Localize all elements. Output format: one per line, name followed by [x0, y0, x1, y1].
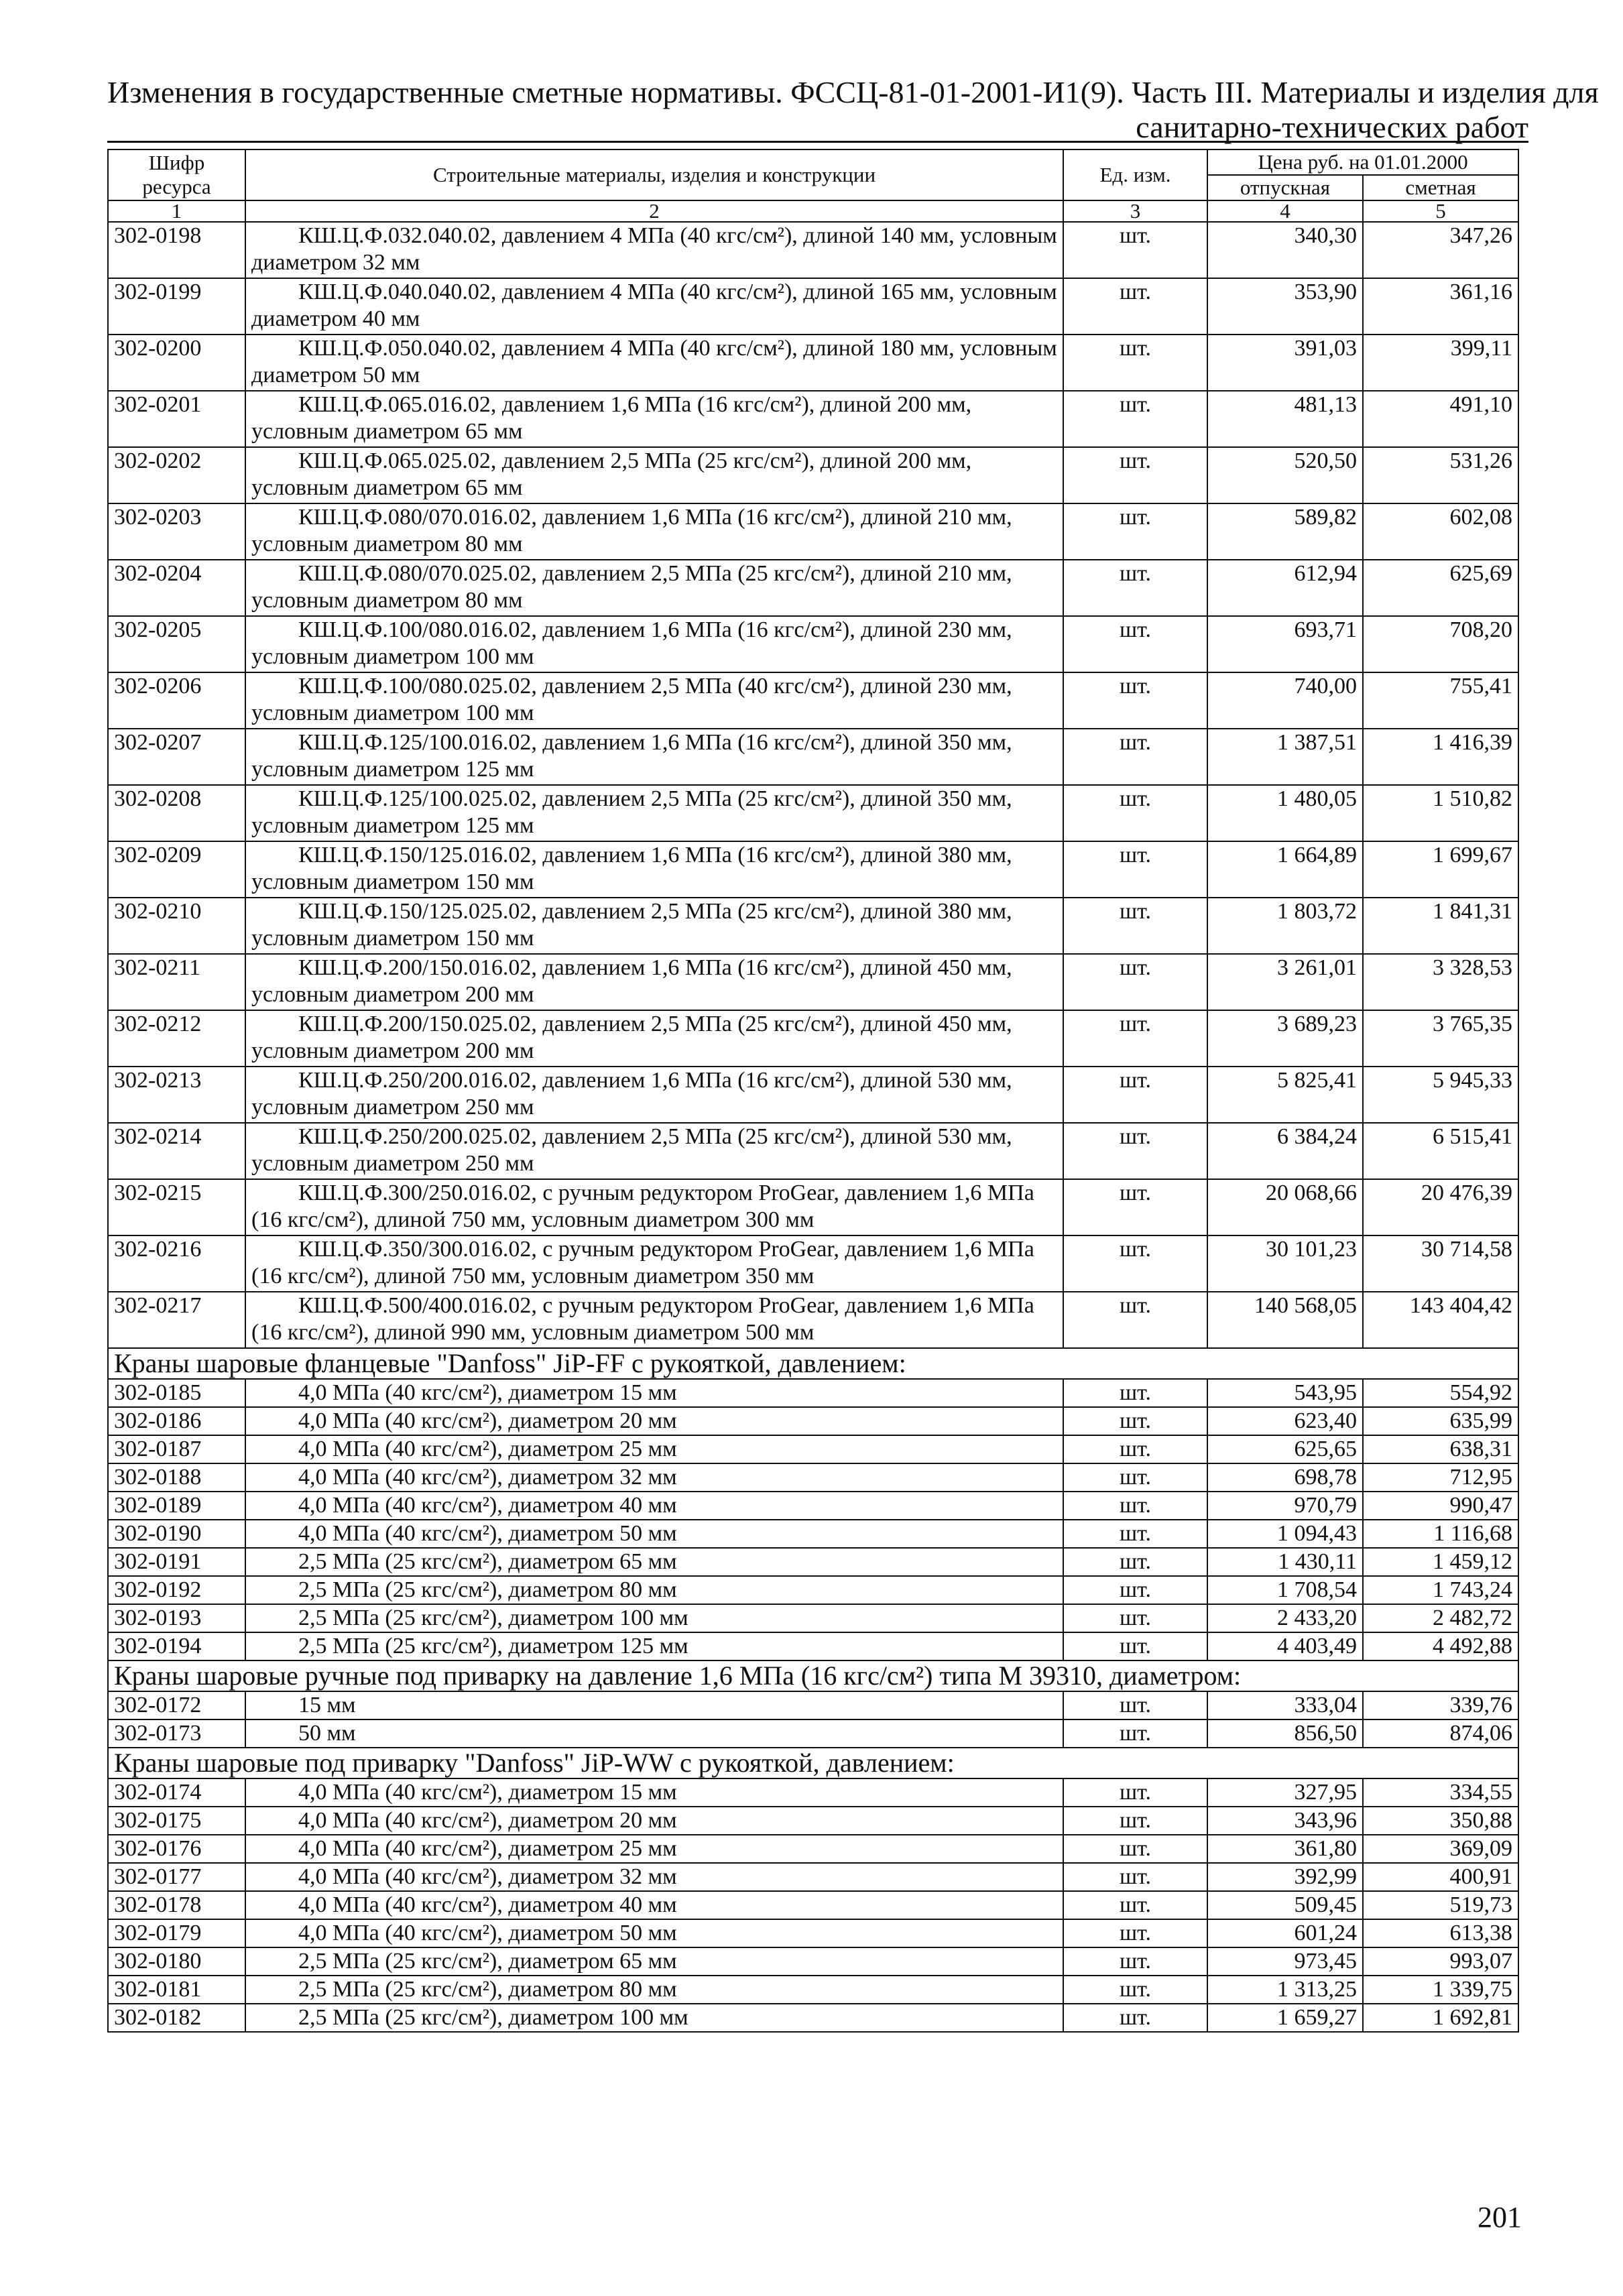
price-estimate: 1 699,67	[1363, 841, 1518, 898]
table-row	[108, 1067, 1518, 1123]
material-name: 4,0 МПа (40 кгс/см²), диаметром 40 мм	[245, 1891, 1063, 1919]
resource-code: 302-0192	[108, 1576, 245, 1604]
unit: шт.	[1063, 1379, 1207, 1407]
price-release: 3 689,23	[1207, 1010, 1363, 1067]
price-estimate: 602,08	[1363, 503, 1518, 560]
material-name	[245, 391, 1063, 447]
price-release: 392,99	[1207, 1863, 1363, 1891]
unit: шт.	[1063, 954, 1207, 1010]
price-release: 353,90	[1207, 278, 1363, 335]
price-release: 509,45	[1207, 1891, 1363, 1919]
price-table	[107, 149, 1519, 2033]
price-estimate: 2 482,72	[1363, 1604, 1518, 1632]
header-line-1: Изменения в государственные сметные нормативы. ФССЦ-81-01-2001-И1(9). Часть III. Материалы и изделия для	[107, 75, 1599, 109]
price-release: 6 384,24	[1207, 1123, 1363, 1179]
price-release: 543,95	[1207, 1379, 1363, 1407]
unit: шт.	[1063, 616, 1207, 672]
price-estimate: 625,69	[1363, 560, 1518, 616]
table-row	[108, 1778, 1518, 1807]
unit: шт.	[1063, 1632, 1207, 1660]
material-name: 2,5 МПа (25 кгс/см²), диаметром 100 мм	[245, 2004, 1063, 2032]
col-header-price-estimate: сметная	[1363, 175, 1518, 200]
resource-code: 302-0180	[108, 1947, 245, 1976]
table-row	[108, 1576, 1518, 1604]
unit: шт.	[1063, 1891, 1207, 1919]
resource-code: 302-0190	[108, 1520, 245, 1548]
col-number-4: 4	[1207, 200, 1363, 222]
page-number: 201	[1478, 2201, 1522, 2234]
price-estimate: 369,09	[1363, 1835, 1518, 1863]
price-estimate: 1 459,12	[1363, 1548, 1518, 1576]
table-row	[108, 1691, 1518, 1719]
price-estimate: 5 945,33	[1363, 1067, 1518, 1123]
resource-code: 302-0202	[108, 447, 245, 503]
material-name-text: КШ.Ц.Ф.125/100.016.02, давлением 1,6 МПа (16 кгс/см²), длиной 350 мм, условным диаметром 125 мм	[251, 730, 1012, 782]
material-name	[245, 447, 1063, 503]
material-name: 4,0 МПа (40 кгс/см²), диаметром 20 мм	[245, 1407, 1063, 1435]
material-name	[245, 1010, 1063, 1067]
material-name-text: КШ.Ц.Ф.200/150.016.02, давлением 1,6 МПа (16 кгс/см²), длиной 450 мм, условным диаметром 200 мм	[251, 955, 1012, 1007]
price-release: 1 659,27	[1207, 2004, 1363, 2032]
unit: шт.	[1063, 1778, 1207, 1807]
price-estimate: 20 476,39	[1363, 1179, 1518, 1235]
price-release: 361,80	[1207, 1835, 1363, 1863]
unit: шт.	[1063, 1604, 1207, 1632]
unit: шт.	[1063, 1919, 1207, 1947]
price-estimate: 554,92	[1363, 1379, 1518, 1407]
material-name: 2,5 МПа (25 кгс/см²), диаметром 65 мм	[245, 1548, 1063, 1576]
material-name	[245, 841, 1063, 898]
section-header-row	[108, 1748, 1518, 1778]
material-name-text: КШ.Ц.Ф.150/125.016.02, давлением 1,6 МПа (16 кгс/см²), длиной 380 мм, условным диаметром 150 мм	[251, 843, 1012, 894]
price-release: 1 430,11	[1207, 1548, 1363, 1576]
material-name	[245, 672, 1063, 729]
price-release: 1 480,05	[1207, 785, 1363, 841]
unit: шт.	[1063, 391, 1207, 447]
table-row	[108, 1604, 1518, 1632]
unit: шт.	[1063, 841, 1207, 898]
price-release: 1 387,51	[1207, 729, 1363, 785]
price-release: 612,94	[1207, 560, 1363, 616]
material-name-text: КШ.Ц.Ф.032.040.02, давлением 4 МПа (40 кгс/см²), длиной 140 мм, условным диаметром 32 мм	[251, 223, 1057, 275]
resource-code: 302-0198	[108, 222, 245, 278]
resource-code: 302-0173	[108, 1719, 245, 1748]
resource-code: 302-0186	[108, 1407, 245, 1435]
table-row	[108, 222, 1518, 278]
section-title: Краны шаровые под приварку "Danfoss" JiP-WW с рукояткой, давлением:	[108, 1748, 1518, 1778]
material-name: 4,0 МПа (40 кгс/см²), диаметром 50 мм	[245, 1520, 1063, 1548]
resource-code: 302-0188	[108, 1463, 245, 1492]
price-estimate: 3 765,35	[1363, 1010, 1518, 1067]
price-release: 1 664,89	[1207, 841, 1363, 898]
resource-code: 302-0176	[108, 1835, 245, 1863]
material-name	[245, 1292, 1063, 1348]
resource-code: 302-0187	[108, 1435, 245, 1463]
price-release: 856,50	[1207, 1719, 1363, 1748]
resource-code: 302-0181	[108, 1976, 245, 2004]
table-row	[108, 1292, 1518, 1348]
price-estimate: 491,10	[1363, 391, 1518, 447]
price-release: 3 261,01	[1207, 954, 1363, 1010]
unit: шт.	[1063, 1835, 1207, 1863]
unit: шт.	[1063, 1435, 1207, 1463]
material-name: 4,0 МПа (40 кгс/см²), диаметром 50 мм	[245, 1919, 1063, 1947]
material-name	[245, 954, 1063, 1010]
unit: шт.	[1063, 1576, 1207, 1604]
resource-code: 302-0191	[108, 1548, 245, 1576]
resource-code: 302-0207	[108, 729, 245, 785]
unit: шт.	[1063, 1807, 1207, 1835]
price-release: 1 708,54	[1207, 1576, 1363, 1604]
price-release: 30 101,23	[1207, 1235, 1363, 1292]
unit: шт.	[1063, 447, 1207, 503]
table-row	[108, 841, 1518, 898]
unit: шт.	[1063, 335, 1207, 391]
price-estimate: 990,47	[1363, 1492, 1518, 1520]
table-row	[108, 1179, 1518, 1235]
table-row	[108, 1548, 1518, 1576]
material-name	[245, 278, 1063, 335]
section-header-row	[108, 1348, 1518, 1379]
price-release: 140 568,05	[1207, 1292, 1363, 1348]
unit: шт.	[1063, 785, 1207, 841]
price-release: 4 403,49	[1207, 1632, 1363, 1660]
resource-code: 302-0179	[108, 1919, 245, 1947]
price-estimate: 143 404,42	[1363, 1292, 1518, 1348]
material-name-text: КШ.Ц.Ф.050.040.02, давлением 4 МПа (40 кгс/см²), длиной 180 мм, условным диаметром 50 мм	[251, 336, 1057, 387]
section-title: Краны шаровые фланцевые "Danfoss" JiP-FF с рукояткой, давлением:	[108, 1348, 1518, 1379]
unit: шт.	[1063, 1520, 1207, 1548]
unit: шт.	[1063, 1691, 1207, 1719]
table-body	[108, 222, 1518, 2032]
unit: шт.	[1063, 672, 1207, 729]
price-estimate: 531,26	[1363, 447, 1518, 503]
unit: шт.	[1063, 503, 1207, 560]
price-release: 970,79	[1207, 1492, 1363, 1520]
unit: шт.	[1063, 898, 1207, 954]
material-name	[245, 898, 1063, 954]
material-name: 4,0 МПа (40 кгс/см²), диаметром 40 мм	[245, 1492, 1063, 1520]
material-name: 4,0 МПа (40 кгс/см²), диаметром 15 мм	[245, 1778, 1063, 1807]
col-header-unit: Ед. изм.	[1063, 149, 1207, 200]
resource-code: 302-0193	[108, 1604, 245, 1632]
table-row	[108, 1947, 1518, 1976]
table-row	[108, 391, 1518, 447]
price-estimate: 638,31	[1363, 1435, 1518, 1463]
material-name	[245, 1235, 1063, 1292]
material-name: 4,0 МПа (40 кгс/см²), диаметром 25 мм	[245, 1835, 1063, 1863]
table-row	[108, 1435, 1518, 1463]
table-row	[108, 1463, 1518, 1492]
col-number-3: 3	[1063, 200, 1207, 222]
table-row	[108, 447, 1518, 503]
price-release: 698,78	[1207, 1463, 1363, 1492]
page-header	[107, 75, 1599, 145]
price-estimate: 3 328,53	[1363, 954, 1518, 1010]
price-estimate: 347,26	[1363, 222, 1518, 278]
section-header-row	[108, 1660, 1518, 1691]
resource-code: 302-0217	[108, 1292, 245, 1348]
price-estimate: 1 841,31	[1363, 898, 1518, 954]
table-row	[108, 1863, 1518, 1891]
price-release: 5 825,41	[1207, 1067, 1363, 1123]
table-row	[108, 785, 1518, 841]
price-estimate: 6 515,41	[1363, 1123, 1518, 1179]
material-name-text: КШ.Ц.Ф.080/070.025.02, давлением 2,5 МПа (25 кгс/см²), длиной 210 мм, условным диаметром 80 мм	[251, 561, 1012, 613]
col-header-code: Шифр ресурса	[108, 149, 245, 200]
unit: шт.	[1063, 1179, 1207, 1235]
price-estimate: 4 492,88	[1363, 1632, 1518, 1660]
material-name-text: КШ.Ц.Ф.100/080.025.02, давлением 2,5 МПа (40 кгс/см²), длиной 230 мм, условным диаметром 100 мм	[251, 674, 1012, 725]
table-row	[108, 503, 1518, 560]
unit: шт.	[1063, 1292, 1207, 1348]
material-name	[245, 1067, 1063, 1123]
resource-code: 302-0208	[108, 785, 245, 841]
resource-code: 302-0175	[108, 1807, 245, 1835]
price-estimate: 519,73	[1363, 1891, 1518, 1919]
table-row	[108, 616, 1518, 672]
material-name: 4,0 МПа (40 кгс/см²), диаметром 32 мм	[245, 1463, 1063, 1492]
material-name: 4,0 МПа (40 кгс/см²), диаметром 32 мм	[245, 1863, 1063, 1891]
price-estimate: 334,55	[1363, 1778, 1518, 1807]
header-line-2: санитарно-технических работ	[1136, 110, 1528, 144]
resource-code: 302-0209	[108, 841, 245, 898]
table-row	[108, 1407, 1518, 1435]
table-row	[108, 1632, 1518, 1660]
table-row	[108, 1379, 1518, 1407]
table-row	[108, 954, 1518, 1010]
unit: шт.	[1063, 1492, 1207, 1520]
material-name	[245, 616, 1063, 672]
price-estimate: 613,38	[1363, 1919, 1518, 1947]
material-name-text: КШ.Ц.Ф.350/300.016.02, с ручным редуктором ProGear, давлением 1,6 МПа (16 кгс/см²), длиной 750 мм, условным диаметром 350 мм	[251, 1237, 1034, 1288]
resource-code: 302-0185	[108, 1379, 245, 1407]
material-name	[245, 1179, 1063, 1235]
price-estimate: 399,11	[1363, 335, 1518, 391]
resource-code: 302-0211	[108, 954, 245, 1010]
price-release: 1 313,25	[1207, 1976, 1363, 2004]
price-release: 1 803,72	[1207, 898, 1363, 954]
material-name: 15 мм	[245, 1691, 1063, 1719]
material-name-text: КШ.Ц.Ф.065.016.02, давлением 1,6 МПа (16 кгс/см²), длиной 200 мм, условным диаметром 65 мм	[251, 392, 972, 444]
unit: шт.	[1063, 222, 1207, 278]
material-name-text: КШ.Ц.Ф.040.040.02, давлением 4 МПа (40 кгс/см²), длиной 165 мм, условным диаметром 40 мм	[251, 280, 1057, 331]
price-estimate: 1 339,75	[1363, 1976, 1518, 2004]
table-row	[108, 672, 1518, 729]
unit: шт.	[1063, 1010, 1207, 1067]
price-release: 623,40	[1207, 1407, 1363, 1435]
material-name: 2,5 МПа (25 кгс/см²), диаметром 125 мм	[245, 1632, 1063, 1660]
unit: шт.	[1063, 1067, 1207, 1123]
material-name	[245, 560, 1063, 616]
material-name: 4,0 МПа (40 кгс/см²), диаметром 25 мм	[245, 1435, 1063, 1463]
resource-code: 302-0210	[108, 898, 245, 954]
material-name-text: КШ.Ц.Ф.250/200.016.02, давлением 1,6 МПа (16 кгс/см²), длиной 530 мм, условным диаметром 250 мм	[251, 1068, 1012, 1120]
price-release: 601,24	[1207, 1919, 1363, 1947]
price-estimate: 993,07	[1363, 1947, 1518, 1976]
unit: шт.	[1063, 1976, 1207, 2004]
table-row	[108, 1235, 1518, 1292]
unit: шт.	[1063, 278, 1207, 335]
price-release: 343,96	[1207, 1807, 1363, 1835]
resource-code: 302-0216	[108, 1235, 245, 1292]
table-row	[108, 1123, 1518, 1179]
price-estimate: 708,20	[1363, 616, 1518, 672]
col-header-name: Строительные материалы, изделия и конструкции	[245, 149, 1063, 200]
col-number-1: 1	[108, 200, 245, 222]
price-estimate: 1 692,81	[1363, 2004, 1518, 2032]
material-name: 4,0 МПа (40 кгс/см²), диаметром 15 мм	[245, 1379, 1063, 1407]
material-name	[245, 1123, 1063, 1179]
resource-code: 302-0194	[108, 1632, 245, 1660]
table-row	[108, 898, 1518, 954]
material-name-text: КШ.Ц.Ф.125/100.025.02, давлением 2,5 МПа (25 кгс/см²), длиной 350 мм, условным диаметром 125 мм	[251, 786, 1012, 838]
material-name-text: КШ.Ц.Ф.065.025.02, давлением 2,5 МПа (25 кгс/см²), длиной 200 мм, условным диаметром 65 мм	[251, 448, 972, 500]
table-row	[108, 560, 1518, 616]
price-release: 693,71	[1207, 616, 1363, 672]
material-name-text: КШ.Ц.Ф.300/250.016.02, с ручным редуктором ProGear, давлением 1,6 МПа (16 кгс/см²), длиной 750 мм, условным диаметром 300 мм	[251, 1181, 1034, 1232]
material-name-text: КШ.Ц.Ф.100/080.016.02, давлением 1,6 МПа (16 кгс/см²), длиной 230 мм, условным диаметром 100 мм	[251, 617, 1012, 669]
material-name-text: КШ.Ц.Ф.080/070.016.02, давлением 1,6 МПа (16 кгс/см²), длиной 210 мм, условным диаметром 80 мм	[251, 505, 1012, 556]
material-name: 2,5 МПа (25 кгс/см²), диаметром 80 мм	[245, 1576, 1063, 1604]
price-release: 327,95	[1207, 1778, 1363, 1807]
table-row	[108, 1976, 1518, 2004]
col-number-2: 2	[245, 200, 1063, 222]
unit: шт.	[1063, 1235, 1207, 1292]
table-row	[108, 1719, 1518, 1748]
unit: шт.	[1063, 1463, 1207, 1492]
table-row	[108, 1919, 1518, 1947]
resource-code: 302-0204	[108, 560, 245, 616]
material-name	[245, 335, 1063, 391]
unit: шт.	[1063, 1719, 1207, 1748]
material-name: 50 мм	[245, 1719, 1063, 1748]
resource-code: 302-0182	[108, 2004, 245, 2032]
table-row	[108, 1807, 1518, 1835]
resource-code: 302-0172	[108, 1691, 245, 1719]
section-title: Краны шаровые ручные под приварку на давление 1,6 МПа (16 кгс/см²) типа М 39310, диаметром:	[108, 1660, 1518, 1691]
table-row	[108, 1010, 1518, 1067]
price-release: 20 068,66	[1207, 1179, 1363, 1235]
material-name: 2,5 МПа (25 кгс/см²), диаметром 80 мм	[245, 1976, 1063, 2004]
col-number-5: 5	[1363, 200, 1518, 222]
resource-code: 302-0200	[108, 335, 245, 391]
price-estimate: 361,16	[1363, 278, 1518, 335]
price-estimate: 1 416,39	[1363, 729, 1518, 785]
resource-code: 302-0213	[108, 1067, 245, 1123]
price-estimate: 1 116,68	[1363, 1520, 1518, 1548]
material-name	[245, 222, 1063, 278]
unit: шт.	[1063, 1123, 1207, 1179]
resource-code: 302-0174	[108, 1778, 245, 1807]
resource-code: 302-0215	[108, 1179, 245, 1235]
material-name: 4,0 МПа (40 кгс/см²), диаметром 20 мм	[245, 1807, 1063, 1835]
price-estimate: 874,06	[1363, 1719, 1518, 1748]
price-release: 589,82	[1207, 503, 1363, 560]
resource-code: 302-0212	[108, 1010, 245, 1067]
price-estimate: 350,88	[1363, 1807, 1518, 1835]
price-release: 520,50	[1207, 447, 1363, 503]
col-header-price: Цена руб. на 01.01.2000	[1207, 149, 1518, 175]
material-name	[245, 729, 1063, 785]
price-release: 740,00	[1207, 672, 1363, 729]
material-name-text: КШ.Ц.Ф.500/400.016.02, с ручным редуктором ProGear, давлением 1,6 МПа (16 кгс/см²), длиной 990 мм, условным диаметром 500 мм	[251, 1293, 1034, 1345]
price-estimate: 1 743,24	[1363, 1576, 1518, 1604]
unit: шт.	[1063, 2004, 1207, 2032]
resource-code: 302-0177	[108, 1863, 245, 1891]
resource-code: 302-0201	[108, 391, 245, 447]
table-row	[108, 1520, 1518, 1548]
material-name: 2,5 МПа (25 кгс/см²), диаметром 65 мм	[245, 1947, 1063, 1976]
table-row	[108, 2004, 1518, 2032]
unit: шт.	[1063, 1407, 1207, 1435]
unit: шт.	[1063, 1863, 1207, 1891]
resource-code: 302-0199	[108, 278, 245, 335]
resource-code: 302-0178	[108, 1891, 245, 1919]
resource-code: 302-0203	[108, 503, 245, 560]
price-release: 481,13	[1207, 391, 1363, 447]
material-name: 2,5 МПа (25 кгс/см²), диаметром 100 мм	[245, 1604, 1063, 1632]
material-name	[245, 503, 1063, 560]
table-row	[108, 1891, 1518, 1919]
unit: шт.	[1063, 1548, 1207, 1576]
resource-code: 302-0189	[108, 1492, 245, 1520]
unit: шт.	[1063, 729, 1207, 785]
header-rule	[107, 141, 1528, 143]
price-release: 1 094,43	[1207, 1520, 1363, 1548]
resource-code: 302-0214	[108, 1123, 245, 1179]
price-estimate: 339,76	[1363, 1691, 1518, 1719]
price-release: 340,30	[1207, 222, 1363, 278]
resource-code: 302-0205	[108, 616, 245, 672]
material-name-text: КШ.Ц.Ф.200/150.025.02, давлением 2,5 МПа (25 кгс/см²), длиной 450 мм, условным диаметром 200 мм	[251, 1012, 1012, 1063]
material-name-text: КШ.Ц.Ф.250/200.025.02, давлением 2,5 МПа (25 кгс/см²), длиной 530 мм, условным диаметром 250 мм	[251, 1124, 1012, 1176]
price-estimate: 712,95	[1363, 1463, 1518, 1492]
price-estimate: 30 714,58	[1363, 1235, 1518, 1292]
resource-code: 302-0206	[108, 672, 245, 729]
price-release: 391,03	[1207, 335, 1363, 391]
price-release: 2 433,20	[1207, 1604, 1363, 1632]
unit: шт.	[1063, 1947, 1207, 1976]
table-row	[108, 1492, 1518, 1520]
unit: шт.	[1063, 560, 1207, 616]
material-name-text: КШ.Ц.Ф.150/125.025.02, давлением 2,5 МПа (25 кгс/см²), длиной 380 мм, условным диаметром 150 мм	[251, 899, 1012, 951]
table-row	[108, 335, 1518, 391]
price-estimate: 755,41	[1363, 672, 1518, 729]
col-header-price-release: отпускная	[1207, 175, 1363, 200]
price-estimate: 400,91	[1363, 1863, 1518, 1891]
price-release: 973,45	[1207, 1947, 1363, 1976]
price-estimate: 635,99	[1363, 1407, 1518, 1435]
material-name	[245, 785, 1063, 841]
table-row	[108, 729, 1518, 785]
table-row	[108, 278, 1518, 335]
price-release: 625,65	[1207, 1435, 1363, 1463]
price-estimate: 1 510,82	[1363, 785, 1518, 841]
price-release: 333,04	[1207, 1691, 1363, 1719]
table-row	[108, 1835, 1518, 1863]
